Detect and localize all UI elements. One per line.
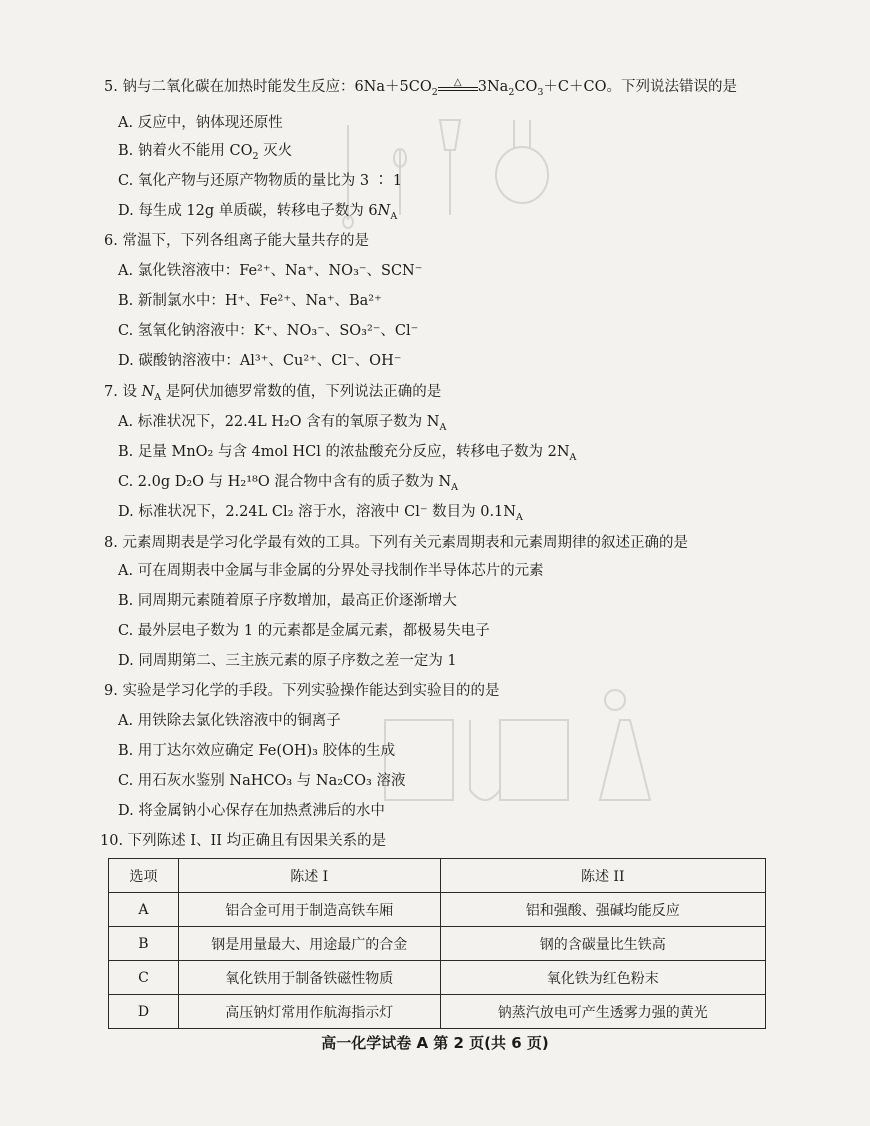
question-6-option-c: C. 氢氧化钠溶液中：K⁺、NO₃⁻、SO₃²⁻、Cl⁻	[118, 323, 419, 339]
table-row	[109, 893, 766, 927]
question-6-stem: 6. 常温下，下列各组离子能大量共存的是	[104, 233, 369, 249]
table-cell: 氧化铁用于制备铁磁性物质	[178, 961, 440, 995]
table-cell: C	[109, 961, 179, 995]
table-row	[109, 961, 766, 995]
table-header-cell: 陈述 II	[440, 859, 766, 893]
heat-condition-equals-icon: △	[438, 84, 478, 91]
question-9-option-d: D. 将金属钠小心保存在加热煮沸后的水中	[118, 803, 385, 819]
question-5-option-a: A. 反应中，钠体现还原性	[118, 115, 283, 131]
table-row	[109, 927, 766, 961]
table-header-row	[109, 859, 766, 893]
comparison-table	[108, 858, 766, 1029]
question-9-option-c: C. 用石灰水鉴别 NaHCO₃ 与 Na₂CO₃ 溶液	[118, 773, 406, 789]
table-header-cell: 选项	[109, 859, 179, 893]
question-9-option-b: B. 用丁达尔效应确定 Fe(OH)₃ 胶体的生成	[118, 743, 396, 759]
question-10-stem: 10. 下列陈述 I、II 均正确且有因果关系的是	[100, 833, 387, 849]
question-7-option-a: A. 标准状况下，22.4L H₂O 含有的氧原子数为 $N_A$	[118, 414, 447, 433]
table-cell: 钢的含碳量比生铁高	[440, 927, 766, 961]
table-row	[109, 995, 766, 1029]
table-cell: 高压钠灯常用作航海指示灯	[178, 995, 440, 1029]
question-8-option-d: D. 同周期第二、三主族元素的原子序数之差一定为 1	[118, 653, 457, 669]
question-5-option-b: B. 钠着火不能用 $CO_2$ 灭火	[118, 143, 293, 162]
question-7-stem: 7. 设 $N_A$ 是阿伏加德罗常数的值，下列说法正确的是	[104, 384, 442, 403]
table-header-cell: 陈述 I	[178, 859, 440, 893]
table-cell: D	[109, 995, 179, 1029]
question-5-option-d: D. 每生成 12g 单质碳，转移电子数为 $6N_A$	[118, 203, 398, 222]
page-footer: 高一化学试卷 A 第 2 页(共 6 页)	[321, 1034, 549, 1052]
question-7-option-b: B. 足量 MnO₂ 与含 4mol HCl 的浓盐酸充分反应，转移电子数为 $2N_A$	[118, 444, 577, 463]
question-6-option-b: B. 新制氯水中：H⁺、Fe²⁺、Na⁺、Ba²⁺	[118, 293, 382, 309]
question-5-stem: 5. 钠与二氧化碳在加热时能发生反应：$6Na+5CO_2$ △ $3Na_2CO_3+C+CO$。下列说法错误的是	[104, 76, 737, 98]
question-6-option-d: D. 碳酸钠溶液中：Al³⁺、Cu²⁺、Cl⁻、OH⁻	[118, 353, 402, 369]
question-9-option-a: A. 用铁除去氯化铁溶液中的铜离子	[118, 713, 341, 729]
question-8-option-a: A. 可在周期表中金属与非金属的分界处寻找制作半导体芯片的元素	[118, 563, 544, 579]
question-8-option-c: C. 最外层电子数为 1 的元素都是金属元素，都极易失电子	[118, 623, 490, 639]
question-7-option-c: C. 2.0g D₂O 与 H₂¹⁸O 混合物中含有的质子数为 $N_A$	[118, 474, 459, 493]
question-6-option-a: A. 氯化铁溶液中：Fe²⁺、Na⁺、NO₃⁻、SCN⁻	[118, 263, 423, 279]
table-cell: 氧化铁为红色粉末	[440, 961, 766, 995]
question-8-option-b: B. 同周期元素随着原子序数增加，最高正价逐渐增大	[118, 593, 457, 609]
question-8-stem: 8. 元素周期表是学习化学最有效的工具。下列有关元素周期表和元素周期律的叙述正确的是	[104, 535, 688, 551]
table-cell: 钢是用量最大、用途最广的合金	[178, 927, 440, 961]
table-cell: 钠蒸汽放电可产生透雾力强的黄光	[440, 995, 766, 1029]
table-cell: 铝合金可用于制造高铁车厢	[178, 893, 440, 927]
question-9-stem: 9. 实验是学习化学的手段。下列实验操作能达到实验目的的是	[104, 683, 500, 699]
table-cell: A	[109, 893, 179, 927]
question-7-option-d: D. 标准状况下，2.24L Cl₂ 溶于水，溶液中 Cl⁻ 数目为 $0.1N_A$	[118, 504, 523, 523]
table-cell: 铝和强酸、强碱均能反应	[440, 893, 766, 927]
question-5-option-c: C. 氧化产物与还原产物物质的量比为 3 ∶ 1	[118, 173, 403, 189]
table-cell: B	[109, 927, 179, 961]
